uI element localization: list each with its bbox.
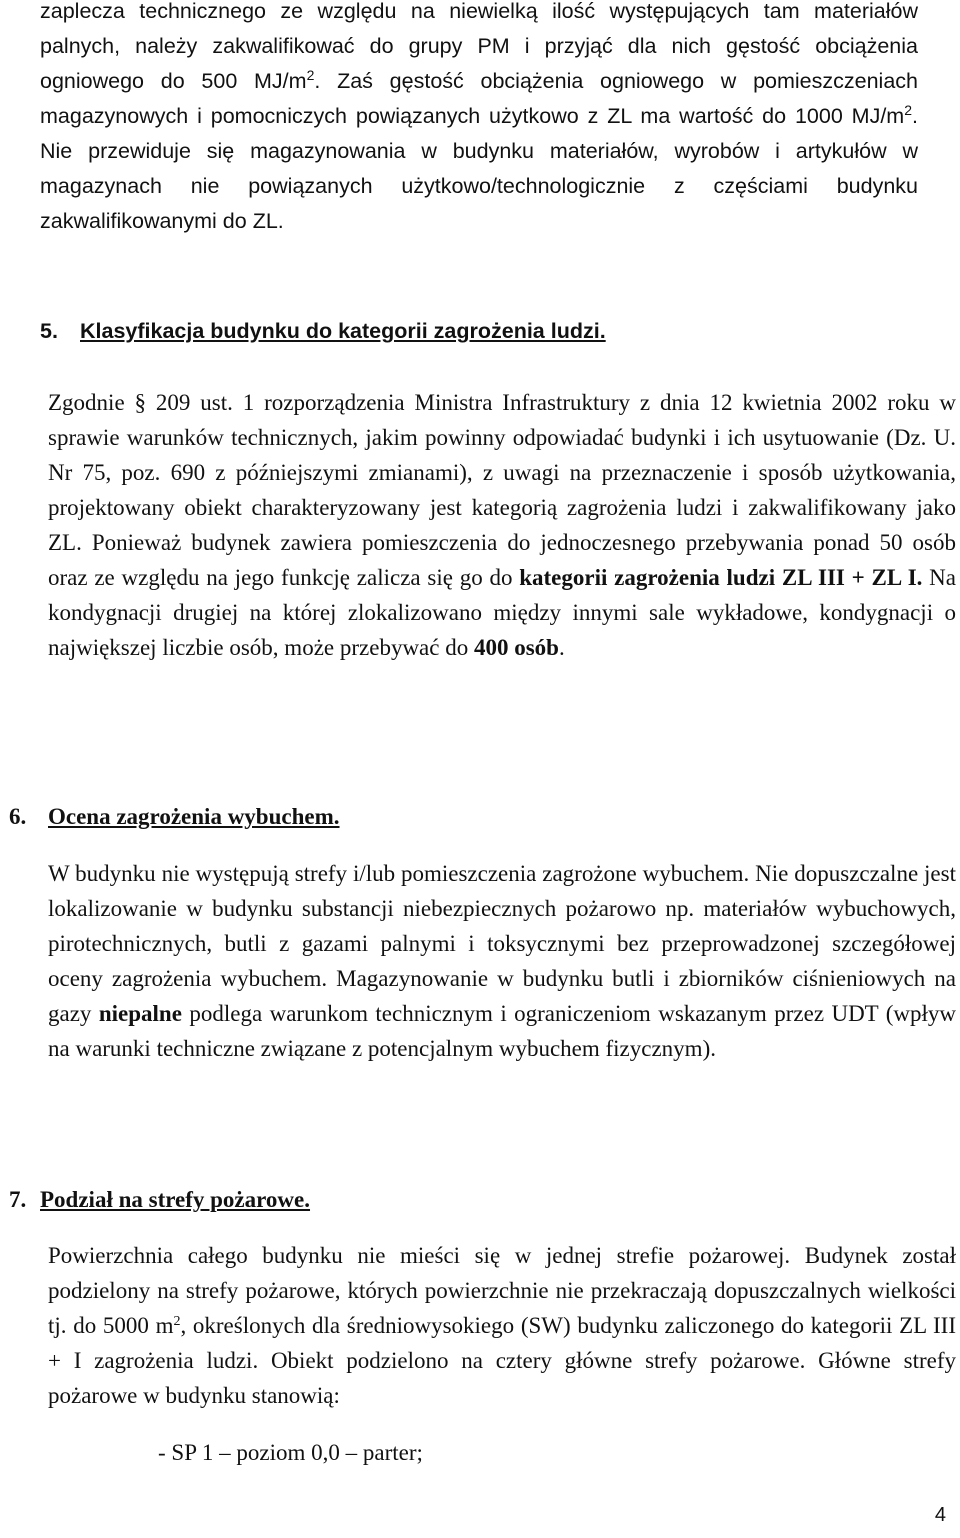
bold-text: niepalne [98, 1001, 182, 1026]
superscript: 2 [904, 102, 913, 118]
bold-text: 400 osób [473, 635, 559, 660]
intro-text-3: . Nie przewiduje się magazynowania w budynku materiałów, wyrobów i artykułów w magazynach nie powiązanych użytkowo/technologicznie z częściami budynku zakwalifikowanymi do ZL. [40, 104, 918, 233]
section-title: Ocena zagrożenia wybuchem. [48, 804, 340, 829]
section-title: Podział na strefy pożarowe. [40, 1187, 311, 1212]
section-5-heading [40, 314, 606, 349]
section-title: Klasyfikacja budynku do kategorii zagrożenia ludzi. [80, 319, 606, 343]
paragraph-text: , określonych dla średniowysokiego (SW) budynku zaliczonego do kategorii ZL III + I zagrożenia ludzi. Obiekt podzielono na cztery główne strefy pożarowe. Główne strefy pożarowe w budynku stanowią: [48, 1313, 957, 1408]
section-7-heading [9, 1182, 310, 1217]
intro-text-1: zaplecza technicznego ze względu na niewielką ilość występujących tam materiałów palnych, należy zakwalifikować do grupy PM i przyjąć dla nich gęstość obciążenia ogniowego do 500 MJ/m [40, 0, 918, 93]
paragraph-text: 209 ust. 1 rozporządzenia Ministra Infrastruktury z dnia 12 kwietnia 2002 roku w sprawie warunków technicznych, jakim powinny odpowiadać budynki i ich usytuowanie (Dz. U. Nr 75, poz. 690 z późniejszymi zmianami), z uwagi na przeznaczenie i sposób użytkowania, projektowany obiekt charakteryzowany jest kategorią zagrożenia ludzi i zakwalifikowany jako ZL. Ponieważ budynek zawiera pomieszczenia do jednoczesnego przebywania ponad 50 osób oraz ze względu na jego funkcję zalicza się go do [48, 390, 956, 590]
superscript: 2 [306, 67, 315, 83]
intro-paragraph [40, 0, 918, 239]
bold-text: kategorii zagrożenia ludzi ZL III + ZL I. [519, 565, 923, 590]
paragraph-text: Powierzchnia całego budynku nie mieści się w jednej strefie pożarowej. Budynek został podzielony na strefy pożarowe, których powierzchnie nie przekraczają dopuszczalnych wielkości tj. do 5000 m [48, 1243, 956, 1338]
section-number: 7. [9, 1187, 27, 1212]
section-7-paragraph [48, 1238, 956, 1413]
paragraph-symbol: § [134, 390, 147, 415]
section-5-paragraph [48, 385, 956, 665]
paragraph-text: Na kondygnacji drugiej na której zlokalizowano między innymi sale wykładowe, kondygnacji o największej liczbie osób, może przebywać do [48, 565, 956, 660]
paragraph-text: . [558, 635, 565, 660]
page-number: 4 [934, 1504, 946, 1526]
section-6-heading [9, 799, 340, 834]
list-item: - SP 1 – poziom 0,0 – parter; [158, 1440, 423, 1465]
superscript: 2 [173, 1314, 181, 1329]
section-number: 5. [40, 319, 58, 343]
paragraph-text: podlega warunkom technicznym i ograniczeniom wskazanym przez UDT (wpływ na warunki techniczne związane z potencjalnym wybuchem fizycznym). [48, 1001, 957, 1061]
paragraph-text: Zgodnie [48, 390, 135, 415]
section-6-paragraph [48, 856, 956, 1066]
intro-text-2: . Zaś gęstość obciążenia ogniowego w pomieszczeniach magazynowych i pomocniczych powiązanych użytkowo z ZL ma wartość do 1000 MJ/m [40, 69, 918, 128]
section-number: 6. [9, 804, 27, 829]
paragraph-text: W budynku nie występują strefy i/lub pomieszczenia zagrożone wybuchem. Nie dopuszczalne jest lokalizowanie w budynku substancji niebezpiecznych pożarowo np. materiałów wybuchowych, pirotechnicznych, butli z gazami palnymi i toksycznymi bez przeprowadzonej szczegółowej oceny zagrożenia wybuchem. Magazynowanie w budynku butli i zbiorników ciśnieniowych na gazy [48, 861, 956, 1026]
